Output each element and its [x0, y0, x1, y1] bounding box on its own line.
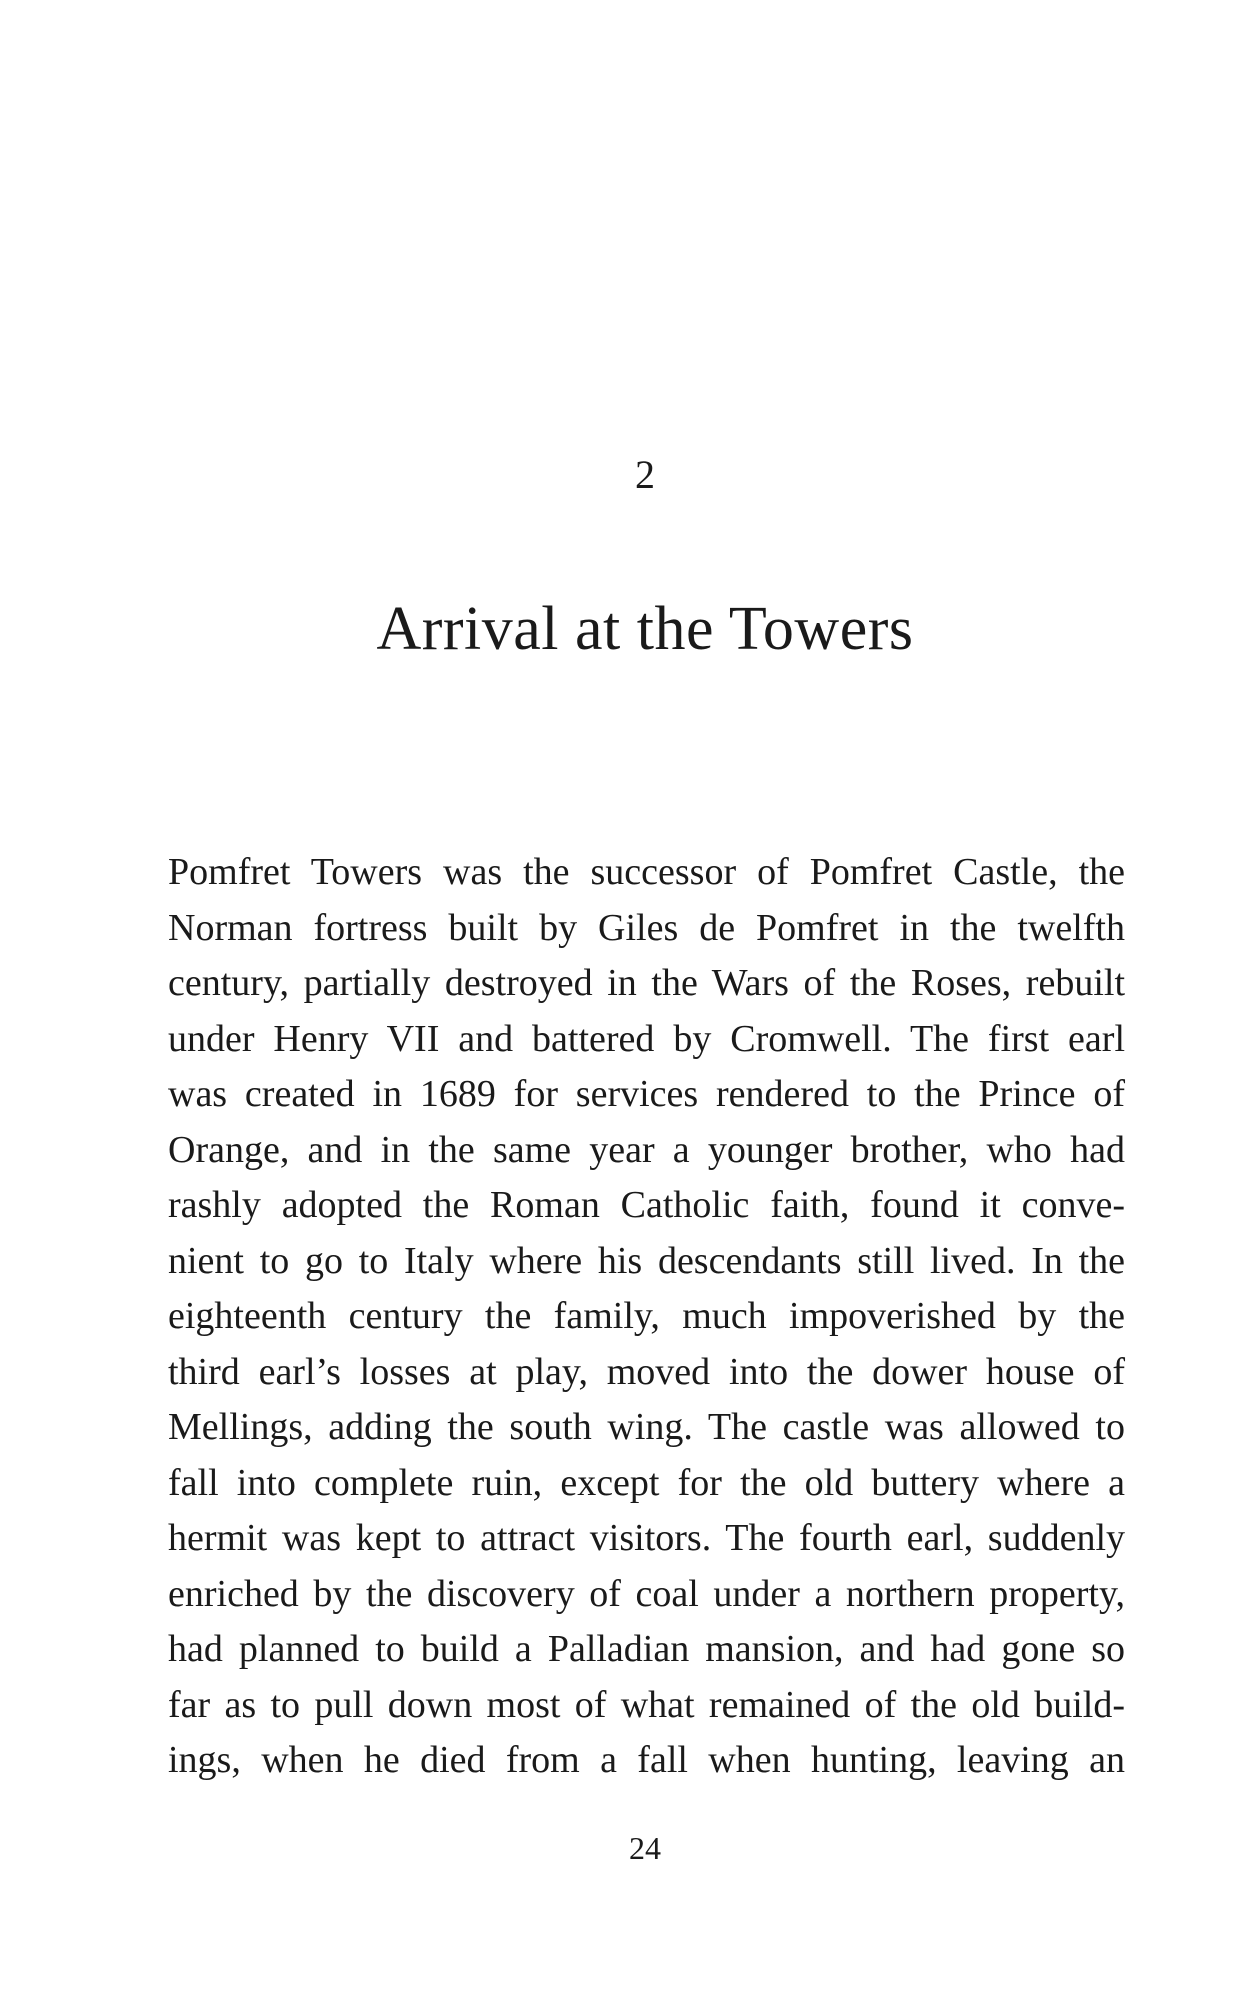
text-line: enriched by the discovery of coal under a northern property,: [168, 1572, 1125, 1615]
text-line: Orange, and in the same year a younger brother, who had: [168, 1128, 1125, 1171]
text-line: ings, when he died from a fall when hunting, leaving an: [168, 1739, 1125, 1781]
text-line: Mellings, adding the south wing. The castle was allowed to: [168, 1406, 1125, 1448]
page-number: 24: [629, 1830, 661, 1866]
text-line: had planned to build a Palladian mansion, and had gone so: [168, 1628, 1125, 1670]
text-line: under Henry VII and battered by Cromwell. The first earl: [168, 1017, 1125, 1060]
text-line: hermit was kept to attract visitors. The fourth earl, suddenly: [168, 1517, 1125, 1559]
chapter-number: 2: [635, 452, 655, 497]
text-line: fall into complete ruin, except for the old buttery where a: [168, 1461, 1125, 1504]
text-line: eighteenth century the family, much impoverished by the: [168, 1295, 1125, 1337]
text-line: third earl’s losses at play, moved into the dower house of: [168, 1350, 1125, 1393]
body-paragraph: [168, 845, 1125, 1789]
text-line: rashly adopted the Roman Catholic faith, found it conve-: [168, 1184, 1125, 1226]
text-line: was created in 1689 for services rendered to the Prince of: [168, 1073, 1125, 1115]
text-line: Pomfret Towers was the successor of Pomfret Castle, the: [168, 851, 1125, 893]
text-line: nient to go to Italy where his descendants still lived. In the: [168, 1239, 1125, 1282]
text-line: far as to pull down most of what remained of the old build-: [168, 1683, 1125, 1726]
text-line: Norman fortress built by Giles de Pomfret in the twelfth: [168, 906, 1125, 949]
chapter-title: Arrival at the Towers: [376, 595, 914, 663]
text-line: century, partially destroyed in the Wars of the Roses, rebuilt: [168, 962, 1125, 1004]
